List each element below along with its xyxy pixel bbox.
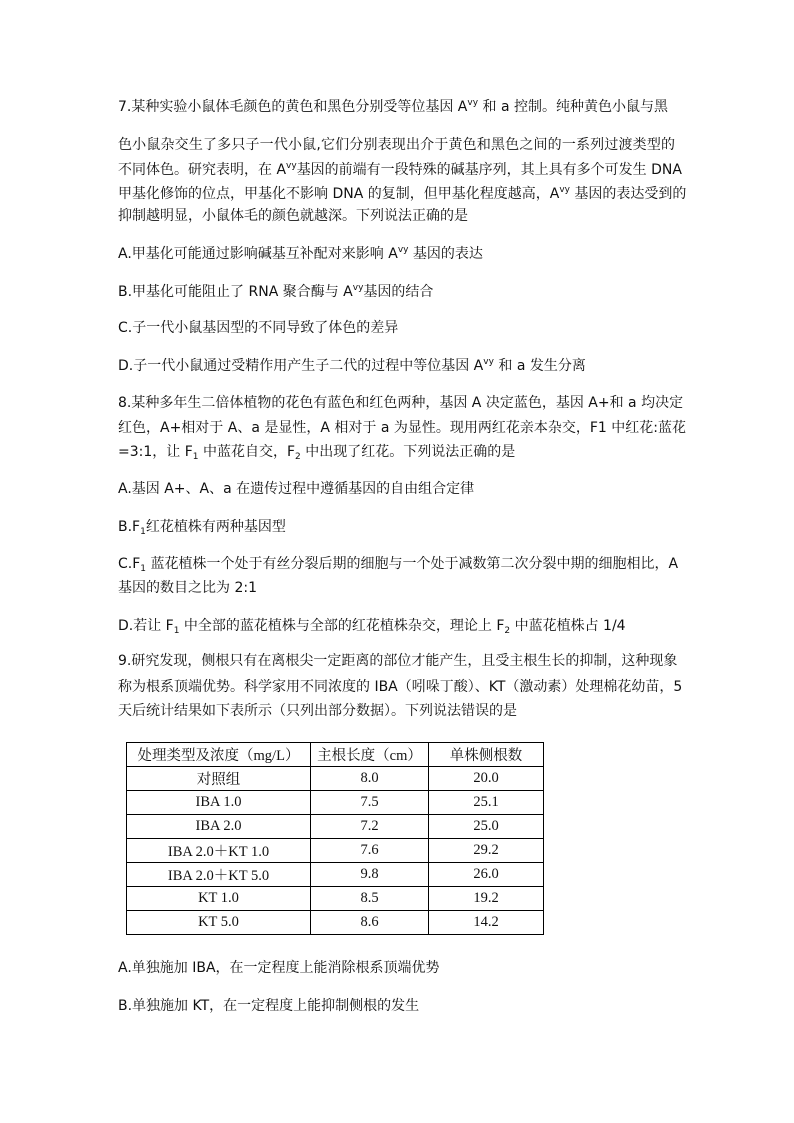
question-stem-line — [118, 442, 515, 464]
table-row — [127, 887, 544, 911]
table-header-cell: 主根长度（cm） — [311, 743, 429, 767]
table-row — [127, 863, 544, 887]
text-run: 基因的前端有一段特殊的碱基序列，其上具有多个可发生 DNA — [296, 162, 682, 178]
table-cell: 对照组 — [127, 767, 311, 791]
table-cell: 26.0 — [429, 863, 544, 887]
table-cell: 25.1 — [429, 791, 544, 815]
subscript: 1 — [140, 527, 146, 537]
option-c — [118, 554, 679, 576]
subscript: 2 — [295, 452, 301, 462]
text-run: 红花植株有两种基因型 — [145, 519, 286, 535]
table-cell: 7.5 — [311, 791, 429, 815]
text-run: 中蓝花自交，F — [198, 444, 296, 460]
table-cell: IBA 1.0 — [127, 791, 311, 815]
table-cell: 8.5 — [311, 887, 429, 911]
option-a: A.单独施加 IBA，在一定程度上能消除根系顶端优势 — [118, 960, 440, 976]
question-stem-line: 天后统计结果如下表所示（只列出部分数据）。下列说法错误的是 — [118, 703, 517, 719]
table-cell: KT 1.0 — [127, 887, 311, 911]
table-cell: 14.2 — [429, 911, 544, 935]
text-run: 基因的结合 — [363, 284, 434, 300]
option-a: A.基因 A+、A、a 在遗传过程中遵循基因的自由组合定律 — [118, 481, 475, 497]
superscript: vy — [559, 185, 570, 195]
question-stem-line: 8.某种多年生二倍体植物的花色有蓝色和红色两种，基因 A 决定蓝色，基因 A+和 a 均决定 — [118, 395, 684, 411]
table-cell: KT 5.0 — [127, 911, 311, 935]
text-run: 不同体色。研究表明，在 A — [118, 162, 287, 178]
superscript: vy — [352, 283, 364, 293]
table-row — [127, 839, 544, 863]
subscript: 1 — [192, 452, 199, 462]
data-table — [126, 742, 544, 935]
option-b — [118, 517, 286, 539]
table-row — [127, 791, 544, 815]
text-run: 中全部的蓝花植株与全部的红花植株杂交，理论上 F — [179, 618, 505, 634]
table-cell: 25.0 — [429, 815, 544, 839]
option-c: C.子一代小鼠基因型的不同导致了体色的差异 — [118, 320, 399, 336]
table-cell: 7.2 — [311, 815, 429, 839]
table-row — [127, 911, 544, 935]
table-cell: 29.2 — [429, 839, 544, 863]
text-run: D.子一代小鼠通过受精作用产生子二代的过程中等位基因 A — [118, 358, 484, 374]
superscript: vy — [483, 357, 494, 367]
option-b: B.单独施加 KT，在一定程度上能抑制侧根的发生 — [118, 998, 420, 1014]
text-run: B.甲基化可能阻止了 RNA 聚合酶与 A — [118, 284, 353, 300]
subscript: 2 — [504, 626, 511, 636]
table-header-row — [127, 743, 544, 767]
table-row — [127, 767, 544, 791]
text-run: A.甲基化可能通过影响碱基互补配对来影响 A — [118, 246, 398, 262]
question-stem-line — [118, 97, 668, 119]
table-row — [127, 815, 544, 839]
table-cell: 19.2 — [429, 887, 544, 911]
table-cell: IBA 2.0 — [127, 815, 311, 839]
text-run: 基因的表达 — [408, 246, 483, 262]
table-header-cell: 单株侧根数 — [429, 743, 544, 767]
text-run: 中出现了红花。下列说法正确的是 — [300, 444, 516, 460]
text-run: 和 a 发生分离 — [493, 358, 586, 374]
text-run: 甲基化修饰的位点，甲基化不影响 DNA 的复制，但甲基化程度越高，A — [118, 186, 560, 202]
superscript: vy — [397, 245, 409, 255]
option-d — [118, 616, 626, 638]
option-d — [118, 356, 586, 378]
question-stem-line: 红色，A+相对于 A、a 是显性，A 相对于 a 为显性。现用两红花亲本杂交，F1 中红花:蓝花 — [118, 420, 686, 436]
table-cell: 20.0 — [429, 767, 544, 791]
superscript: vy — [286, 161, 297, 171]
text-run: 基因的表达受到的 — [569, 186, 687, 202]
table-cell: 8.6 — [311, 911, 429, 935]
text-run: 7.某种实验小鼠体毛颜色的黄色和黑色分别受等位基因 A — [118, 99, 468, 115]
question-stem-line: 色小鼠杂交生了多只子一代小鼠,它们分别表现出介于黄色和黑色之间的一系列过渡类型的 — [118, 137, 675, 153]
question-stem-line — [118, 160, 682, 182]
text-run: B.F — [118, 519, 141, 535]
table-cell: IBA 2.0＋KT 5.0 — [127, 863, 311, 887]
subscript: 1 — [173, 626, 180, 636]
text-run: C.F — [118, 556, 141, 572]
subscript: 1 — [140, 564, 147, 574]
table-cell: 7.6 — [311, 839, 429, 863]
text-run: =3:1，让 F — [118, 444, 193, 460]
question-stem-line: 称为根系顶端优势。科学家用不同浓度的 IBA（吲哚丁酸）、KT（激动素）处理棉花幼苗，5 — [118, 679, 683, 695]
text-run: 中蓝花植株占 1/4 — [510, 618, 626, 634]
table-header-cell: 处理类型及浓度（mg/L） — [127, 743, 311, 767]
question-stem-line: 9.研究发现，侧根只有在离根尖一定距离的部位才能产生，且受主根生长的抑制，这种现象 — [118, 653, 678, 669]
option-c-continuation: 基因的数目之比为 2:1 — [118, 580, 257, 596]
question-stem-line: 抑制越明显，小鼠体毛的颜色就越深。下列说法正确的是 — [118, 208, 468, 224]
table-cell: 8.0 — [311, 767, 429, 791]
text-run: 蓝花植株一个处于有丝分裂后期的细胞与一个处于减数第二次分裂中期的细胞相比，A — [146, 556, 679, 572]
option-a — [118, 244, 483, 266]
text-run: D.若让 F — [118, 618, 174, 634]
table-cell: 9.8 — [311, 863, 429, 887]
question-stem-line — [118, 184, 687, 206]
superscript: vy — [467, 98, 479, 108]
text-run: 和 a 控制。纯种黄色小鼠与黑 — [478, 99, 668, 115]
table-cell: IBA 2.0＋KT 1.0 — [127, 839, 311, 863]
option-b — [118, 282, 433, 304]
